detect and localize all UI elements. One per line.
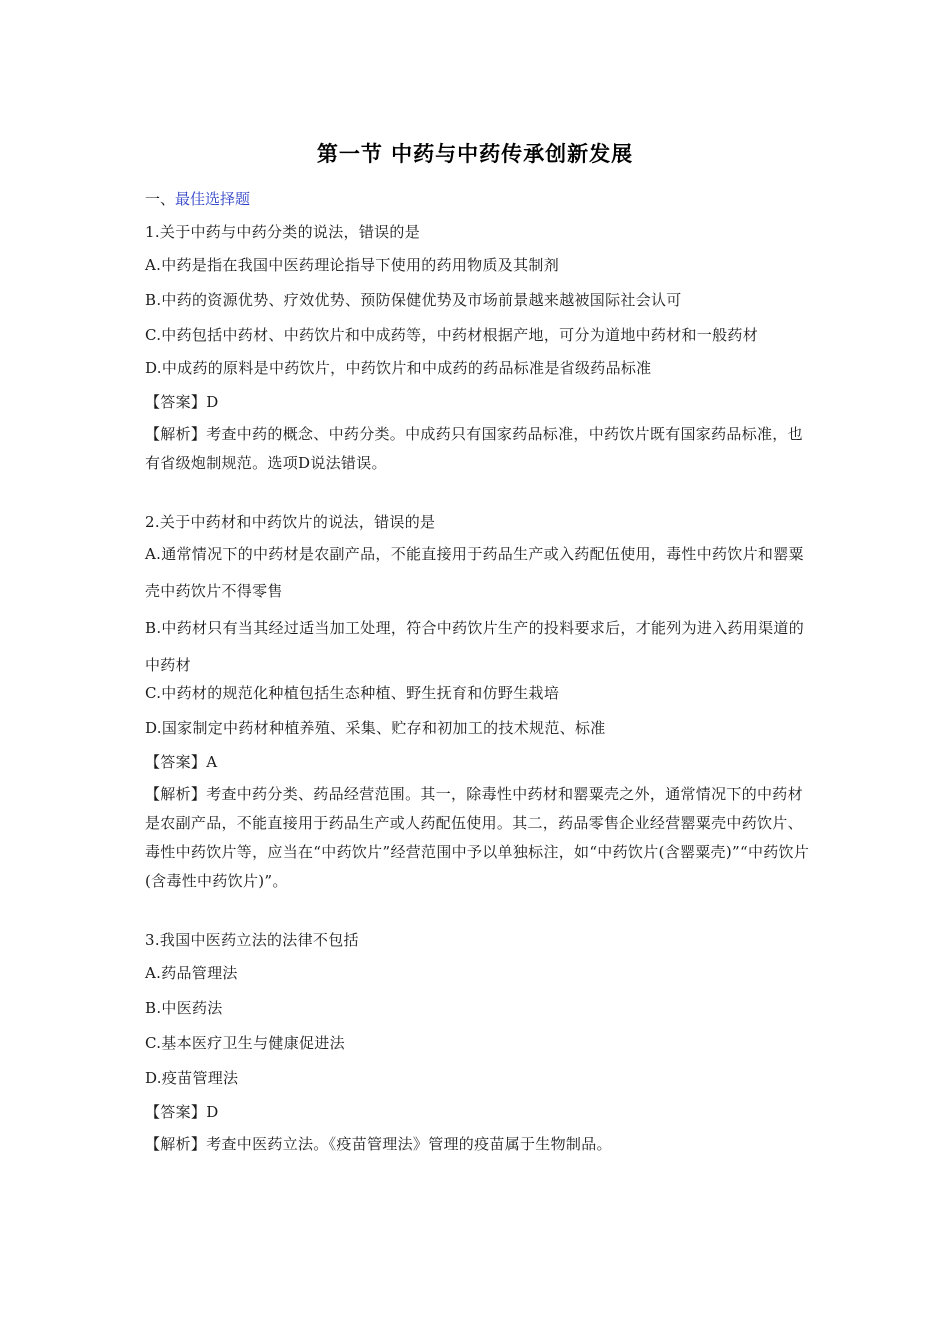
question-list bbox=[145, 222, 810, 1159]
question-3 bbox=[145, 930, 810, 1159]
question-stem: 3.我国中医药立法的法律不包括 bbox=[145, 931, 359, 949]
section-number: 一、 bbox=[145, 190, 176, 208]
explanation: 【解析】考查中药分类、药品经营范围。其一，除毒性中药材和罂粟壳之外，通常情况下的中药材是农副产品，不能直接用于药品生产或人药配伍使用。其二，药品零售企业经营罂粟壳中药饮片、毒性中药饮片等，应当在“中药饮片”经营范围中予以单独标注，如“中药饮片(含罂粟壳)”“中药饮片(含毒性中药饮片)”。 bbox=[145, 785, 810, 890]
explanation: 【解析】考查中医药立法。《疫苗管理法》管理的疫苗属于生物制品。 bbox=[145, 1135, 612, 1153]
option-b: B.中药材只有当其经过适当加工处理，符合中药饮片生产的投料要求后，才能列为进入药用渠道的中药材 bbox=[145, 619, 804, 674]
option-a: A.药品管理法 bbox=[145, 964, 238, 982]
section-name: 最佳选择题 bbox=[175, 190, 251, 208]
answer: 【答案】A bbox=[145, 753, 218, 771]
option-d: D.国家制定中药材种植养殖、采集、贮存和初加工的技术规范、标准 bbox=[145, 719, 606, 737]
option-d: D.中成药的原料是中药饮片，中药饮片和中成药的药品标准是省级药品标准 bbox=[145, 359, 652, 377]
option-c: C.基本医疗卫生与健康促进法 bbox=[145, 1034, 345, 1052]
section-heading bbox=[145, 189, 250, 209]
option-c: C.中药材的规范化种植包括生态种植、野生抚育和仿野生栽培 bbox=[145, 684, 560, 702]
option-b: B.中药的资源优势、疗效优势、预防保健优势及市场前景越来越被国际社会认可 bbox=[145, 291, 682, 309]
option-a: A.中药是指在我国中医药理论指导下使用的药用物质及其制剂 bbox=[145, 256, 560, 274]
answer: 【答案】D bbox=[145, 393, 219, 411]
page-title: 第一节 中药与中药传承创新发展 bbox=[316, 142, 634, 166]
option-c: C.中药包括中药材、中药饮片和中成药等，中药材根据产地，可分为道地中药材和一般药材 bbox=[145, 326, 759, 344]
question-stem: 1.关于中药与中药分类的说法，错误的是 bbox=[145, 223, 421, 241]
explanation: 【解析】考查中药的概念、中药分类。中成药只有国家药品标准，中药饮片既有国家药品标准，也有省级炮制规范。选项D说法错误。 bbox=[145, 425, 803, 472]
option-a: A.通常情况下的中药材是农副产品，不能直接用于药品生产或入药配伍使用，毒性中药饮片和罂粟壳中药饮片不得零售 bbox=[145, 545, 804, 600]
option-d: D.疫苗管理法 bbox=[145, 1069, 239, 1087]
question-stem: 2.关于中药材和中药饮片的说法，错误的是 bbox=[145, 513, 436, 531]
question-1 bbox=[145, 222, 810, 478]
question-2 bbox=[145, 512, 810, 896]
option-b: B.中医药法 bbox=[145, 999, 223, 1017]
answer: 【答案】D bbox=[145, 1103, 219, 1121]
